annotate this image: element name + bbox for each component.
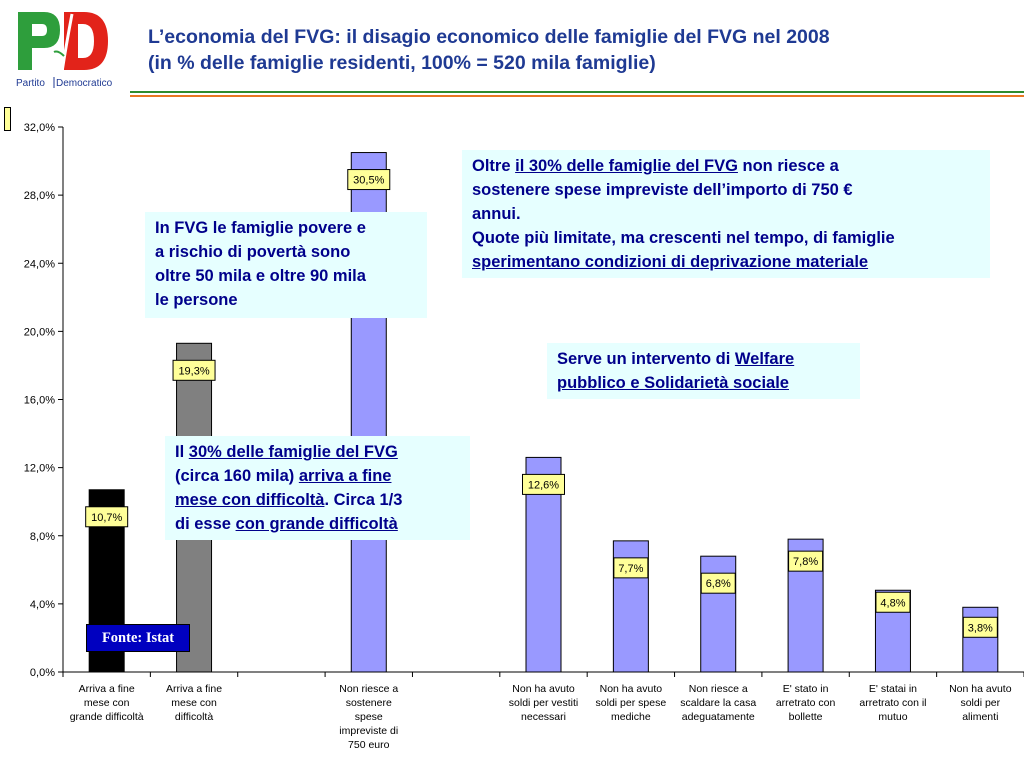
y-tick-label: 32,0% bbox=[23, 122, 55, 134]
category-label: adeguatamente bbox=[681, 711, 755, 723]
category-label: Non ha avuto bbox=[512, 683, 575, 695]
category-label: mutuo bbox=[878, 711, 908, 723]
category-label: Non ha avuto bbox=[599, 683, 663, 695]
category-label: soldi per spese bbox=[595, 697, 667, 709]
orange-rule bbox=[130, 95, 1024, 97]
category-label: Arriva a fine bbox=[166, 683, 223, 695]
category-label: Non ha avuto bbox=[949, 683, 1012, 695]
category-label: Non riesce a bbox=[339, 683, 399, 695]
value-label: 30,5% bbox=[353, 174, 385, 187]
category-label: spese bbox=[354, 711, 383, 723]
callout-poverty: In FVG le famiglie povere e a rischio di povertà sono oltre 50 mila e oltre 90 mila le persone bbox=[145, 212, 427, 318]
source-label: Fonte: Istat bbox=[86, 624, 190, 652]
value-label: 6,8% bbox=[705, 578, 731, 591]
category-label: grande difficoltà bbox=[69, 711, 144, 723]
svg-text:Partito: Partito bbox=[16, 78, 45, 89]
category-label: soldi per bbox=[960, 697, 1001, 709]
y-tick-label: 12,0% bbox=[23, 462, 55, 475]
category-label: scaldare la casa bbox=[680, 697, 757, 709]
green-rule bbox=[130, 91, 1024, 93]
y-tick-label: 28,0% bbox=[23, 190, 55, 203]
category-label: mese con bbox=[171, 697, 217, 709]
value-label: 10,7% bbox=[91, 511, 123, 524]
category-label: Arriva a fine bbox=[78, 683, 135, 695]
category-label: arretrato con il bbox=[859, 697, 927, 709]
category-label: difficoltà bbox=[174, 711, 214, 723]
category-label: sostenere bbox=[345, 697, 392, 709]
y-tick-label: 16,0% bbox=[23, 394, 55, 407]
value-label: 7,7% bbox=[618, 562, 644, 575]
category-label: mediche bbox=[611, 711, 651, 723]
category-label: E' statai in bbox=[868, 683, 918, 695]
value-label: 4,8% bbox=[880, 597, 906, 610]
svg-text:Democratico: Democratico bbox=[56, 78, 113, 89]
category-label: alimenti bbox=[962, 711, 999, 723]
slide-title bbox=[148, 24, 1008, 76]
category-label: Non riesce a bbox=[688, 683, 748, 695]
title-line-1: L’economia del FVG: il disagio economico delle famiglie del FVG nel 2008 bbox=[148, 26, 830, 48]
category-label: bollette bbox=[788, 711, 823, 723]
callout-welfare: Serve un intervento di Welfare pubblico e Solidarietà sociale bbox=[547, 343, 860, 399]
title-line-2: (in % delle famiglie residenti, 100% = 520 mila famiglie) bbox=[148, 52, 656, 74]
callout-unexpected-expenses: Oltre il 30% delle famiglie del FVG non riesce a sostenere spese impreviste dell’importo di 750 € annui. Quote più limitate, ma crescenti nel tempo, di famiglie sperimentano condizioni di deprivazione materiale bbox=[462, 150, 990, 278]
category-label: mese con bbox=[83, 697, 130, 709]
y-tick-label: 4,0% bbox=[29, 598, 55, 611]
y-tick-label: 8,0% bbox=[29, 530, 55, 543]
category-label: necessari bbox=[521, 711, 566, 723]
category-label: 750 euro bbox=[348, 739, 390, 751]
category-label: soldi per vestiti bbox=[508, 697, 579, 709]
y-tick-label: 20,0% bbox=[23, 326, 55, 339]
partito-democratico-logo bbox=[14, 6, 122, 92]
value-label: 3,8% bbox=[967, 622, 993, 635]
category-label: E' stato in bbox=[782, 683, 829, 695]
y-tick-label: 0,0% bbox=[29, 667, 55, 679]
category-label: arretrato con bbox=[775, 697, 836, 709]
callout-end-of-month: Il 30% delle famiglie del FVG (circa 160 mila) arriva a fine mese con difficoltà. Circa 1/3 di esse con grande difficoltà bbox=[165, 436, 470, 540]
value-label: 19,3% bbox=[178, 365, 210, 378]
value-label: 7,8% bbox=[793, 556, 819, 569]
category-label: impreviste di bbox=[339, 725, 399, 737]
value-label: 12,6% bbox=[527, 479, 560, 492]
y-tick-label: 24,0% bbox=[23, 258, 55, 271]
